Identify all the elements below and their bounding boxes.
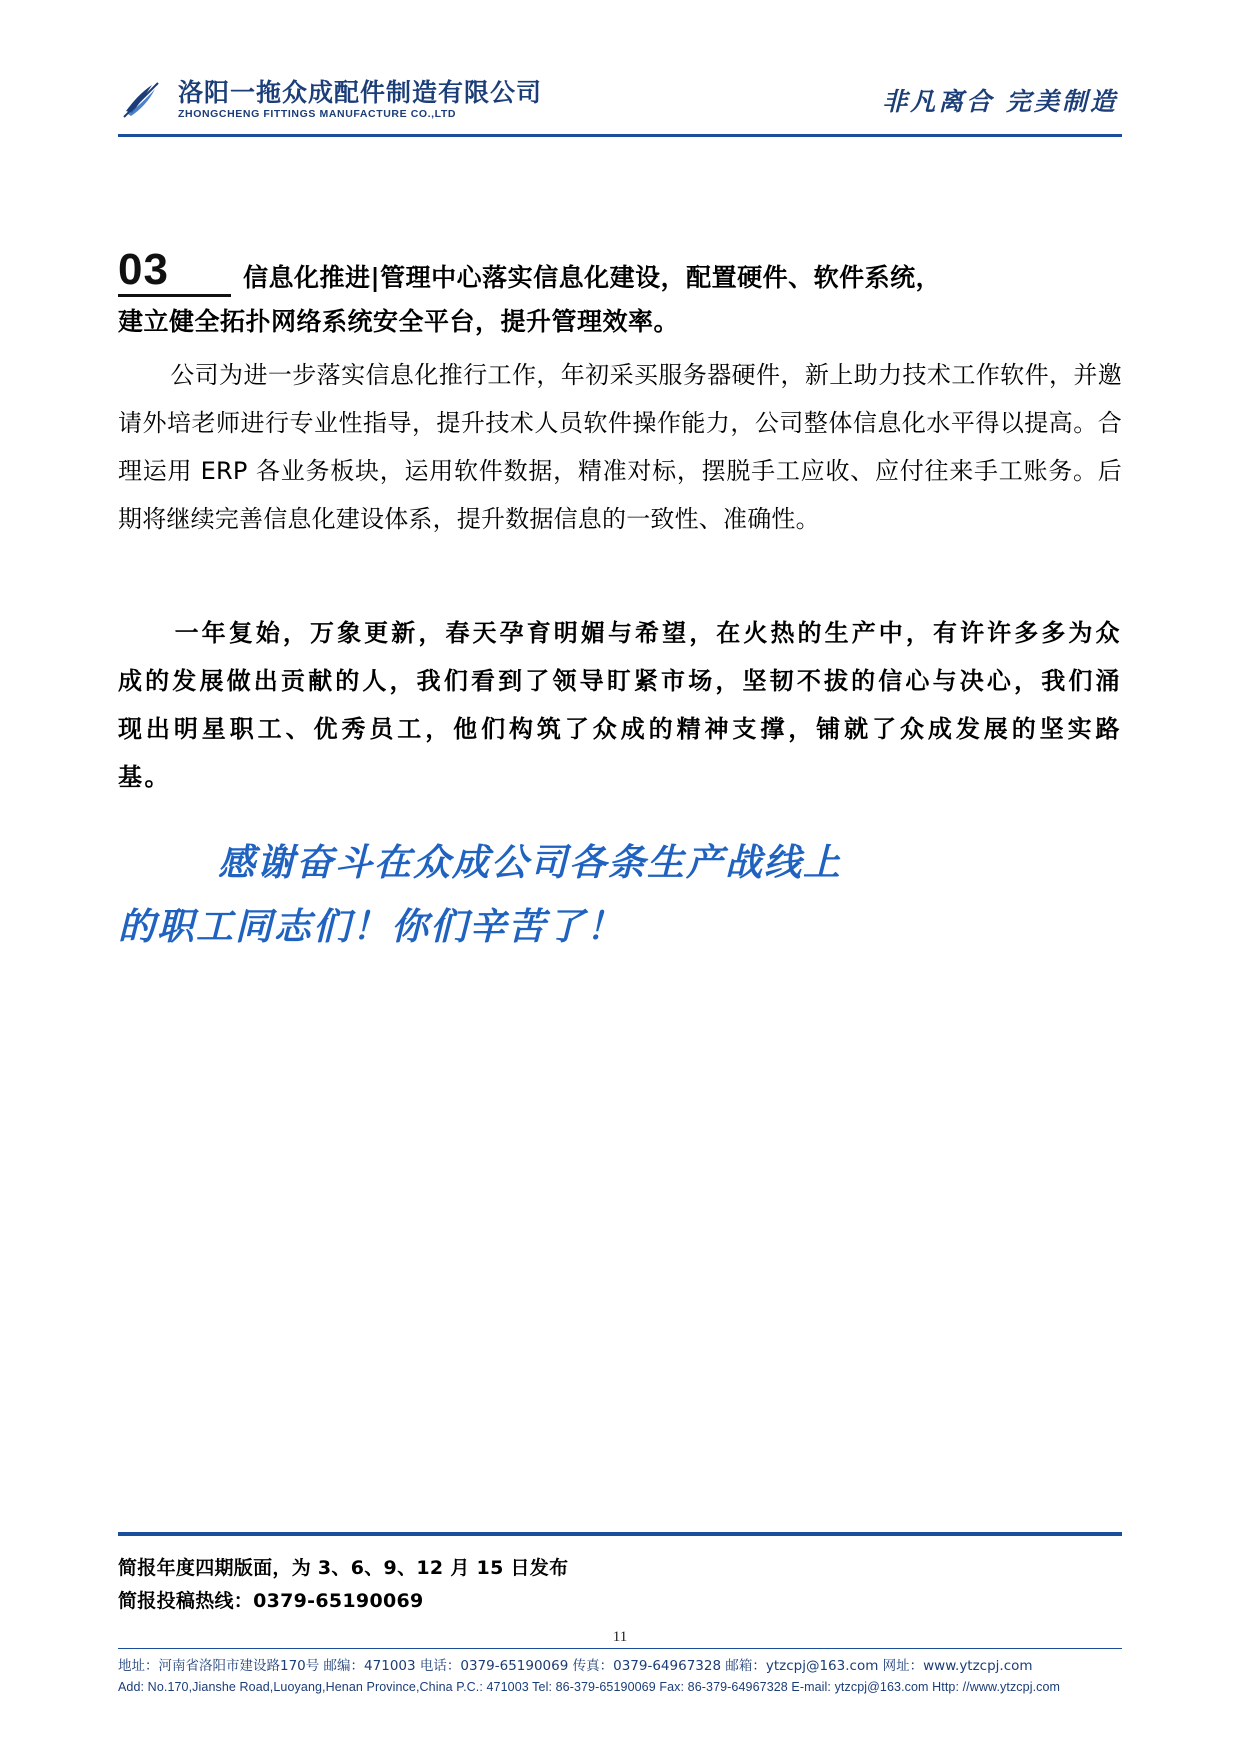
company-name-en: ZHONGCHENG FITTINGS MANUFACTURE CO.,LTD xyxy=(178,108,457,121)
page-number: 11 xyxy=(612,1628,628,1645)
footer-thin-divider xyxy=(118,1648,1122,1649)
company-name-cn: 洛阳一拖众成配件制造有限公司 xyxy=(178,77,543,107)
thanks-line-1-text: 感谢奋斗在众成公司各条生产战线上 xyxy=(218,840,842,884)
section-number: 03 xyxy=(118,248,231,297)
contact-info-en: Add: No.170,Jianshe Road,Luoyang,Henan Province,China P.C.: 471003 Tel: 86-379-65190069 Fax: 86-379-64967328 E-mail: ytzcpj@163.com Http: //www.ytzcpj.com xyxy=(118,1680,1061,1695)
page-content xyxy=(118,245,1122,960)
section-heading xyxy=(118,245,1122,341)
page-footer xyxy=(118,1532,1122,1697)
brand-block xyxy=(118,77,542,123)
closing-paragraph-text: 一年复始，万象更新，春天孕育明媚与希望，在火热的生产中，有许许多多为众成的发展做出贡献的人，我们看到了领导盯紧市场，坚韧不拔的信心与决心，我们涌现出明星职工、优秀员工，他们构筑了众成的精神支撑，铺就了众成发展的坚实路基。 xyxy=(118,618,1122,791)
page-header xyxy=(118,72,1122,140)
thanks-line-1 xyxy=(118,831,1122,896)
contact-info-cn: 地址：河南省洛阳市建设路170号 邮编：471003 电话：0379-65190069 传真：0379-64967328 邮箱：ytzcpj@163.com 网址：www.ytzcpj.com xyxy=(118,1657,1033,1674)
footer-notice xyxy=(118,1552,1122,1619)
section-title-line2: 建立健全拓扑网络系统安全平台，提升管理效率。 xyxy=(118,307,680,336)
company-swoosh-logo-icon xyxy=(118,77,164,123)
contact-info xyxy=(118,1656,1122,1698)
footer-notice-line-2: 简报投稿热线：0379-65190069 xyxy=(118,1590,424,1613)
closing-paragraph xyxy=(118,609,1122,801)
footer-notice-line-1: 简报年度四期版面，为 3、6、9、12 月 15 日发布 xyxy=(118,1557,569,1579)
header-slogan: 非凡离合 完美制造 xyxy=(882,87,1118,116)
section-paragraph-text: 公司为进一步落实信息化推行工作，年初采买服务器硬件，新上助力技术工作软件，并邀请外培老师进行专业性指导，提升技术人员软件操作能力，公司整体信息化水平得以提高。合理运用 ERP 各业务板块，运用软件数据，精准对标，摆脱手工应收、应付往来手工账务。后期将继续完善信息化建设体系，提升数据信息的一致性、准确性。 xyxy=(118,360,1122,533)
section-title-line1: 信息化推进|管理中心落实信息化建设，配置硬件、软件系统， xyxy=(242,262,942,292)
thanks-block xyxy=(118,831,1122,961)
header-divider xyxy=(118,134,1122,137)
thanks-line-2: 的职工同志们！你们辛苦了！ xyxy=(118,905,625,949)
section-paragraph xyxy=(118,351,1122,543)
footer-divider xyxy=(118,1532,1122,1536)
